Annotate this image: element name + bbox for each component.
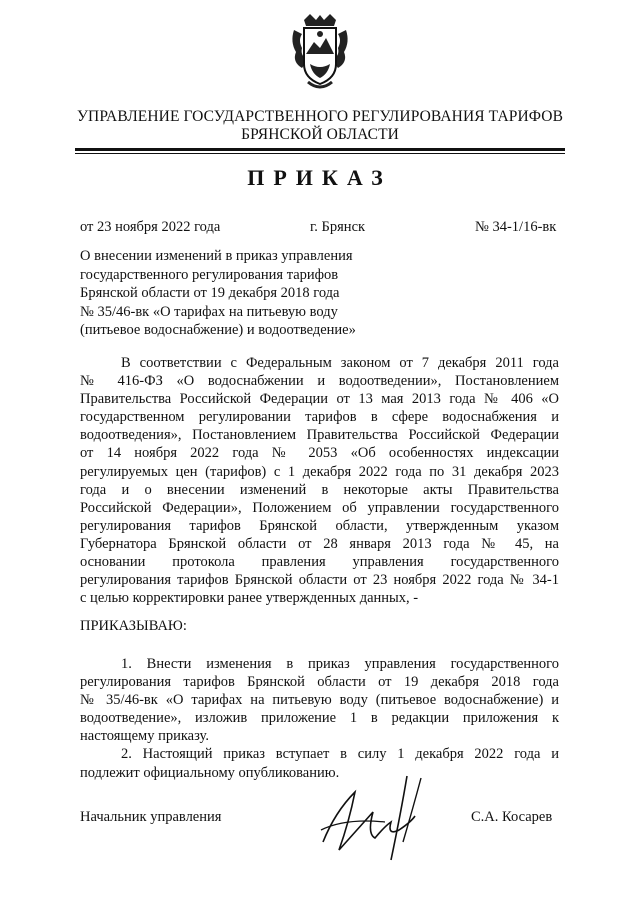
order-items [80, 655, 559, 782]
coat-of-arms-emblem [288, 12, 352, 94]
item-1-line: № 35/46-вк «О тарифах на питьевую воду (питьевое водоснабжение) и [80, 692, 559, 709]
preamble-line: водоотведения», Постановлением Правительства Российской Федерации [80, 427, 559, 444]
subject-line: государственного регулирования тарифов [80, 266, 339, 283]
signatory-name: С.А. Косарев [471, 809, 553, 825]
document-title: ПРИКАЗ [247, 165, 392, 190]
item-1-line: настоящему приказу. [80, 728, 209, 745]
preamble-line: № 416-ФЗ «О водоснабжении и водоотведении», Постановлением [80, 373, 559, 390]
document-city: г. Брянск [310, 219, 366, 235]
preamble-line: регулируемых цен (тарифов) с 1 декабря 2022 года по 31 декабря 2023 [80, 463, 559, 480]
handwritten-signature [315, 772, 445, 862]
header-rule-thick [75, 148, 565, 151]
item-1-line: регулирования тарифов Брянской области от 19 декабря 2018 года [80, 674, 559, 691]
preamble-line: года и о внесении изменений в некоторые акты Правительства [80, 481, 559, 498]
preamble-line: государственном регулировании тарифов в сфере водоснабжения и [80, 409, 559, 426]
subject-line: О внесении изменений в приказ управления [80, 248, 353, 264]
document-number: № 34-1/16-вк [475, 219, 557, 235]
signatory-title: Начальник управления [80, 809, 222, 825]
document-subject [80, 247, 380, 340]
preamble-line: от 14 ноября 2022 года № 2053 «Об особенностях индексации [80, 445, 559, 462]
organization-name-line2: БРЯНСКОЙ ОБЛАСТИ [241, 126, 399, 143]
preamble-line: В соответствии с Федеральным законом от 7 декабря 2011 года [121, 355, 559, 371]
order-directive-heading: ПРИКАЗЫВАЮ: [80, 618, 187, 634]
preamble-paragraph [80, 354, 559, 607]
document-date: от 23 ноября 2022 года [80, 219, 221, 235]
item-2-line: 2. Настоящий приказ вступает в силу 1 декабря 2022 года и [121, 746, 559, 763]
preamble-line: Российской Федерации», Положением об управлении государственного [80, 499, 559, 516]
item-1-line: водоотведение», изложив приложение 1 в редакции приложения к [80, 710, 559, 727]
preamble-line: регулирования тарифов Брянской области от 23 ноября 2022 года № 34-1 [80, 572, 559, 589]
preamble-line: с целью корректировки ранее утвержденных данных, - [80, 590, 419, 607]
item-1-line: 1. Внести изменения в приказ управления государственного [121, 656, 559, 672]
preamble-line: Губернатора Брянской области от 28 января 2013 года № 45, на [80, 535, 559, 552]
preamble-line: основании протокола правления управления государственного [80, 554, 559, 571]
preamble-line: Правительства Российской Федерации от 13 мая 2013 года № 406 «О [80, 391, 559, 408]
subject-line: Брянской области от 19 декабря 2018 года [80, 285, 340, 302]
subject-line: (питьевое водоснабжение) и водоотведение» [80, 322, 356, 339]
preamble-line: регулирования тарифов Брянской области, утвержденным указом [80, 517, 559, 534]
header-rule-thin [75, 153, 565, 154]
organization-name-line1: УПРАВЛЕНИЕ ГОСУДАРСТВЕННОГО РЕГУЛИРОВАНИЯ ТАРИФОВ [76, 108, 564, 125]
item-2-line: подлежит официальному опубликованию. [80, 764, 340, 781]
subject-line: № 35/46-вк «О тарифах на питьевую воду [80, 303, 338, 320]
